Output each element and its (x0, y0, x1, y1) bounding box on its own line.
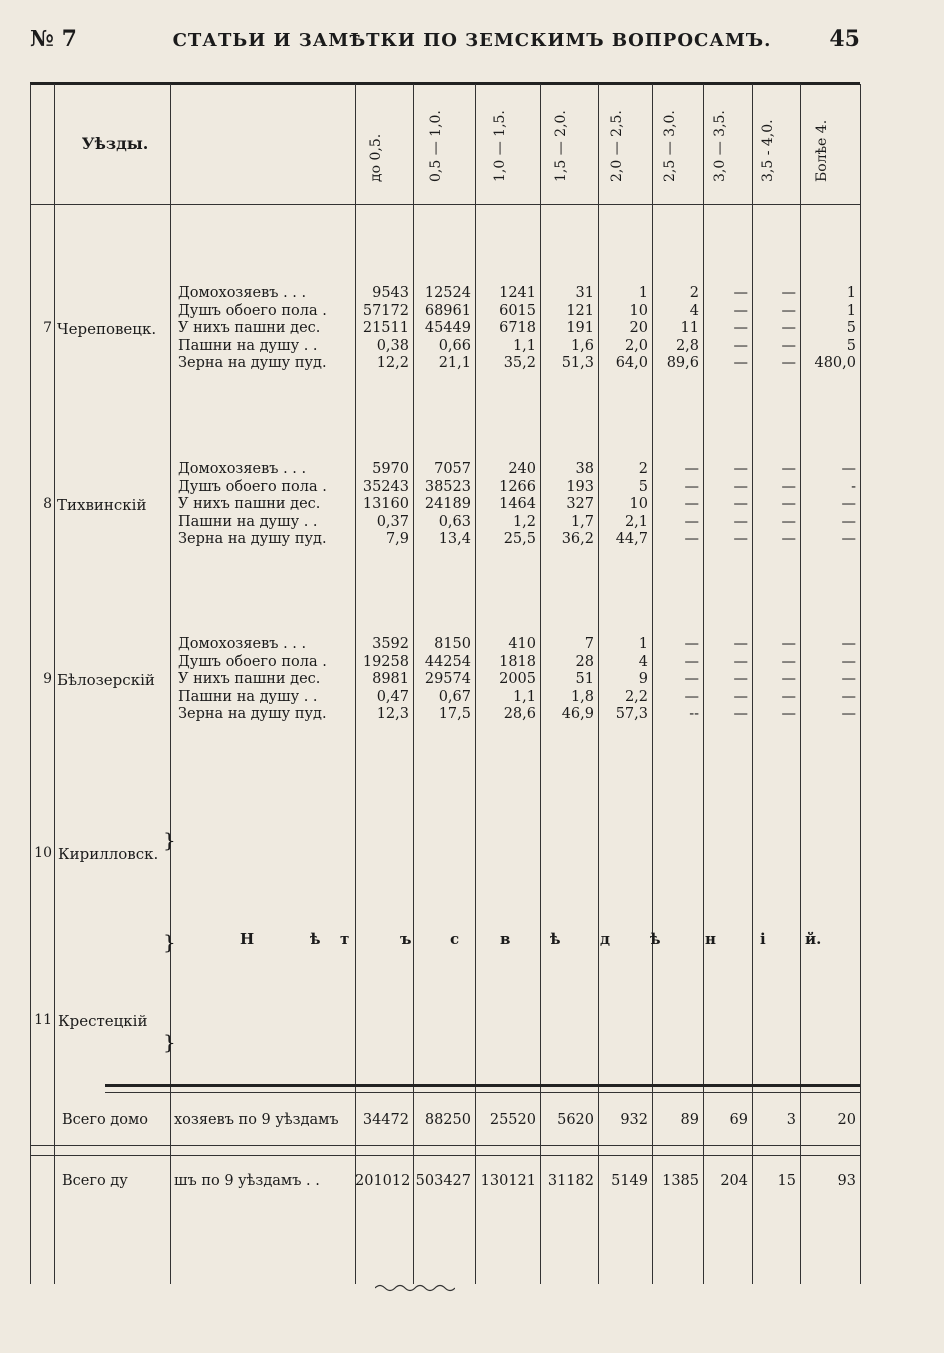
column-header (540, 92, 598, 202)
district-name: Крестецкій (58, 1012, 148, 1030)
table-cell: — (733, 531, 748, 547)
page-number: 45 (829, 26, 860, 52)
table-cell: - (851, 478, 856, 495)
table-cell: 2,0 (624, 337, 648, 354)
table-cell: 240 (508, 461, 536, 477)
table-cell: 28,6 (503, 706, 536, 722)
total-label-end: шъ по 9 уѣздамъ . . (174, 1173, 320, 1189)
table-cell: 1,6 (570, 337, 594, 354)
column-header (652, 92, 703, 202)
district-index: 7 (43, 320, 52, 336)
table-cell: 7,9 (385, 531, 409, 547)
table-cell: — (684, 688, 699, 705)
table-vertical-rule (860, 84, 861, 1284)
table-cell: 1,1 (512, 688, 536, 705)
total-cell: 204 (720, 1173, 748, 1189)
no-data-letter: ѣ (650, 930, 661, 948)
table-cell: — (684, 461, 699, 477)
table-cell: 13,4 (438, 531, 471, 547)
column-header (800, 92, 860, 202)
table-cell: 0,67 (438, 688, 471, 705)
table-cell: — (733, 285, 748, 301)
table-cell: 2,1 (624, 513, 648, 530)
total-cell: 932 (620, 1112, 648, 1128)
table-cell: 7057 (434, 461, 471, 477)
end-ornament (375, 1283, 455, 1293)
table-cell: — (684, 531, 699, 547)
table-cell: — (781, 513, 796, 530)
no-data-letter: д (600, 930, 610, 948)
table-cell: 1818 (499, 653, 536, 670)
no-data-letter: с (450, 930, 460, 948)
table-cell: 193 (566, 478, 594, 495)
column-header (413, 92, 475, 202)
table-cell: 13160 (362, 496, 409, 512)
table-cell: 6718 (499, 320, 536, 336)
totals-separator-thin (105, 1092, 860, 1093)
running-title: СТАТЬИ И ЗАМѢТКИ ПО ЗЕМСКИМЪ ВОПРОСАМЪ. (172, 30, 772, 51)
table-cell: — (781, 320, 796, 336)
table-cell: 68961 (424, 302, 471, 319)
totals-separator (105, 1084, 860, 1087)
table-cell: 38 (575, 461, 594, 477)
row-label: У нихъ пашни дес. (178, 496, 321, 512)
table-cell: — (841, 706, 856, 722)
table-cell: 0,66 (438, 337, 471, 354)
table-cell: — (841, 496, 856, 512)
table-cell: 5 (846, 320, 856, 336)
table-cell: — (841, 531, 856, 547)
total-cell: 31182 (547, 1173, 594, 1189)
table-cell: — (684, 478, 699, 495)
no-data-letter: Н (240, 930, 255, 948)
table-cell: 17,5 (438, 706, 471, 722)
table-cell: 0,63 (438, 513, 471, 530)
district-name: Тихвинскій (57, 496, 147, 514)
no-data-letter: т (340, 930, 350, 948)
table-cell: 51,3 (561, 355, 594, 371)
table-top-rule (30, 82, 860, 85)
table-cell: 21,1 (438, 355, 471, 371)
table-cell: 10 (629, 302, 648, 319)
row-label: Зерна на душу пуд. (178, 531, 327, 547)
totals-row-divider (30, 1145, 860, 1146)
column-header-label: 3,0 — 3,5. (711, 110, 728, 182)
table-cell: 3592 (372, 636, 409, 652)
table-cell: 0,47 (376, 688, 409, 705)
column-header (355, 92, 413, 202)
table-cell: 29574 (424, 671, 471, 687)
table-cell: 9543 (372, 285, 409, 301)
district-name: Кирилловск. (58, 845, 159, 863)
table-cell: 36,2 (561, 531, 594, 547)
table-cell: — (841, 636, 856, 652)
table-cell: 2,2 (624, 688, 648, 705)
no-data-letter: й. (805, 930, 822, 948)
table-cell: — (733, 513, 748, 530)
total-cell: 503427 (415, 1173, 471, 1189)
table-cell: 5 (846, 337, 856, 354)
district-index: 8 (43, 496, 52, 512)
table-cell: 1241 (499, 285, 536, 301)
row-label: У нихъ пашни дес. (178, 671, 321, 687)
row-label: Пашни на душу . . (178, 337, 318, 354)
column-header-label: 0,5 — 1,0. (428, 110, 444, 182)
total-cell: 20 (837, 1112, 856, 1128)
table-cell: 46,9 (561, 706, 594, 722)
no-data-letter: ѣ (310, 930, 321, 948)
column-header (475, 92, 540, 202)
table-cell: — (684, 513, 699, 530)
column-header-label: 1,0 — 1,5. (491, 110, 508, 182)
table-cell: — (733, 355, 748, 371)
table-cell: 4 (638, 653, 648, 670)
table-cell: 25,5 (503, 531, 536, 547)
district-index: 9 (43, 671, 52, 687)
table-cell: — (781, 461, 796, 477)
table-cell: 8981 (372, 671, 409, 687)
row-label: Зерна на душу пуд. (178, 355, 327, 371)
table-cell: — (684, 496, 699, 512)
issue-number: № 7 (30, 26, 77, 52)
no-data-letter: н (705, 930, 716, 948)
table-cell: 1,2 (512, 513, 536, 530)
table-cell: 57172 (362, 302, 409, 319)
total-cell: 201012 (355, 1173, 411, 1189)
brace-mark: } (163, 828, 176, 852)
table-cell: — (733, 706, 748, 722)
column-header (703, 92, 752, 202)
row-label: Домохозяевъ . . . (178, 285, 307, 301)
table-cell: — (733, 320, 748, 336)
total-cell: 5149 (611, 1173, 648, 1189)
table-cell: 44254 (424, 653, 471, 670)
table-cell: 0,38 (376, 337, 409, 354)
table-cell: — (781, 285, 796, 301)
column-header (752, 92, 800, 202)
column-header (598, 92, 652, 202)
table-cell: 1 (846, 302, 856, 319)
no-data-letter: ѣ (550, 930, 561, 948)
page-header (0, 26, 944, 56)
row-label: Душъ обоего пола . (178, 478, 327, 495)
column-header-label: до 0,5. (368, 133, 384, 182)
table-cell: 1,7 (570, 513, 594, 530)
table-cell: — (781, 671, 796, 687)
table-cell: 38523 (424, 478, 471, 495)
table-cell: — (841, 671, 856, 687)
table-cell: 31 (575, 285, 594, 301)
table-cell: 44,7 (615, 531, 648, 547)
table-cell: 1 (846, 285, 856, 301)
table-cell: 2,8 (675, 337, 699, 354)
table-cell: 5970 (372, 461, 409, 477)
brace-mark: } (163, 1030, 176, 1054)
table-cell: — (781, 478, 796, 495)
table-cell: 12,3 (376, 706, 409, 722)
row-label: Душъ обоего пола . (178, 302, 327, 319)
table-cell: 191 (566, 320, 594, 336)
totals-row-divider (30, 1155, 860, 1156)
total-cell: 93 (837, 1173, 856, 1189)
total-cell: 5620 (557, 1112, 594, 1128)
table-cell: — (733, 496, 748, 512)
total-cell: 1385 (662, 1173, 699, 1189)
table-cell: — (733, 337, 748, 354)
district-index: 10 (34, 845, 52, 861)
table-cell: — (841, 461, 856, 477)
table-cell: 10 (629, 496, 648, 512)
table-cell: — (733, 636, 748, 652)
table-cell: 12,2 (376, 355, 409, 371)
row-label: У нихъ пашни дес. (178, 320, 321, 336)
table-cell: 28 (575, 653, 594, 670)
row-label: Зерна на душу пуд. (178, 706, 327, 722)
total-cell: 130121 (480, 1173, 536, 1189)
district-name: Бѣлозерскій (57, 671, 155, 689)
table-cell: 2005 (499, 671, 536, 687)
table-cell: -- (689, 706, 699, 722)
total-cell: 88250 (424, 1112, 471, 1128)
total-cell: 15 (777, 1173, 796, 1189)
table-cell: — (684, 671, 699, 687)
table-cell: — (733, 302, 748, 319)
table-cell: 4 (689, 302, 699, 319)
table-cell: 1464 (499, 496, 536, 512)
no-data-letter: ъ (400, 930, 412, 948)
table-cell: — (781, 653, 796, 670)
table-cell: 6015 (499, 302, 536, 319)
table-cell: 11 (680, 320, 699, 336)
table-cell: 1266 (499, 478, 536, 495)
district-name: Череповецк. (57, 320, 157, 338)
total-cell: 25520 (489, 1112, 536, 1128)
table-cell: 1,1 (512, 337, 536, 354)
column-header-label: 2,0 — 2,5. (609, 110, 625, 182)
table-cell: 12524 (424, 285, 471, 301)
table-cell: 8150 (434, 636, 471, 652)
table-cell: 1 (638, 636, 648, 652)
table-cell: — (781, 688, 796, 705)
row-label: Пашни на душу . . (178, 688, 318, 705)
table-cell: 57,3 (615, 706, 648, 722)
table-cell: — (841, 653, 856, 670)
table-cell: — (781, 496, 796, 512)
row-label: Домохозяевъ . . . (178, 461, 307, 477)
column-header-label: 3,5 - 4,0. (760, 119, 776, 182)
table-cell: 89,6 (666, 355, 699, 371)
table-cell: — (781, 706, 796, 722)
table-cell: — (684, 636, 699, 652)
total-label-end: хозяевъ по 9 уѣздамъ (174, 1112, 339, 1128)
districts-column-header: Уѣзды. (81, 134, 149, 153)
table-cell: — (781, 531, 796, 547)
total-label-start: Всего домо (62, 1112, 148, 1128)
table-cell: — (781, 302, 796, 319)
table-cell: — (733, 461, 748, 477)
table-cell: 0,37 (376, 513, 409, 530)
table-cell: 19258 (362, 653, 409, 670)
table-cell: — (733, 671, 748, 687)
table-cell: — (781, 636, 796, 652)
total-cell: 69 (729, 1112, 748, 1128)
table-cell: 7 (584, 636, 594, 652)
header-bottom-rule (30, 204, 860, 205)
total-cell: 89 (680, 1112, 699, 1128)
table-cell: 410 (508, 636, 536, 652)
row-label: Пашни на душу . . (178, 513, 318, 530)
table-vertical-rule (170, 84, 171, 1284)
table-cell: — (781, 337, 796, 354)
table-cell: — (733, 478, 748, 495)
table-cell: 1 (638, 285, 648, 301)
table-cell: — (684, 653, 699, 670)
table-cell: — (733, 688, 748, 705)
table-cell: 5 (638, 478, 648, 495)
total-cell: 34472 (362, 1112, 409, 1128)
column-header-label: Болѣе 4. (814, 119, 830, 182)
district-index: 11 (34, 1012, 52, 1028)
table-cell: 480,0 (814, 355, 856, 371)
table-cell: 35243 (362, 478, 409, 495)
column-header-label: 2,5 — 3,0. (661, 110, 678, 182)
table-cell: 24189 (424, 496, 471, 512)
table-cell: 2 (638, 461, 648, 477)
row-label: Душъ обоего пола . (178, 653, 327, 670)
brace-mark: } (163, 930, 176, 954)
table-cell: 1,8 (570, 688, 594, 705)
table-cell: 21511 (362, 320, 409, 336)
table-cell: 121 (566, 302, 594, 319)
table-cell: 51 (575, 671, 594, 687)
total-cell: 3 (786, 1112, 796, 1128)
table-cell: 45449 (424, 320, 471, 336)
table-cell: — (733, 653, 748, 670)
table-cell: 9 (638, 671, 648, 687)
table-cell: — (781, 355, 796, 371)
table-cell: — (841, 513, 856, 530)
table-cell: 20 (629, 320, 648, 336)
table-vertical-rule (54, 84, 55, 1284)
column-header-label: 1,5 — 2,0. (553, 110, 569, 182)
no-data-letter: в (500, 930, 511, 948)
table-cell: 35,2 (503, 355, 536, 371)
no-data-letter: і (760, 930, 766, 948)
table-cell: — (841, 688, 856, 705)
row-label: Домохозяевъ . . . (178, 636, 307, 652)
table-cell: 64,0 (615, 355, 648, 371)
total-label-start: Всего ду (62, 1173, 128, 1189)
table-cell: 2 (689, 285, 699, 301)
table-cell: 327 (566, 496, 594, 512)
